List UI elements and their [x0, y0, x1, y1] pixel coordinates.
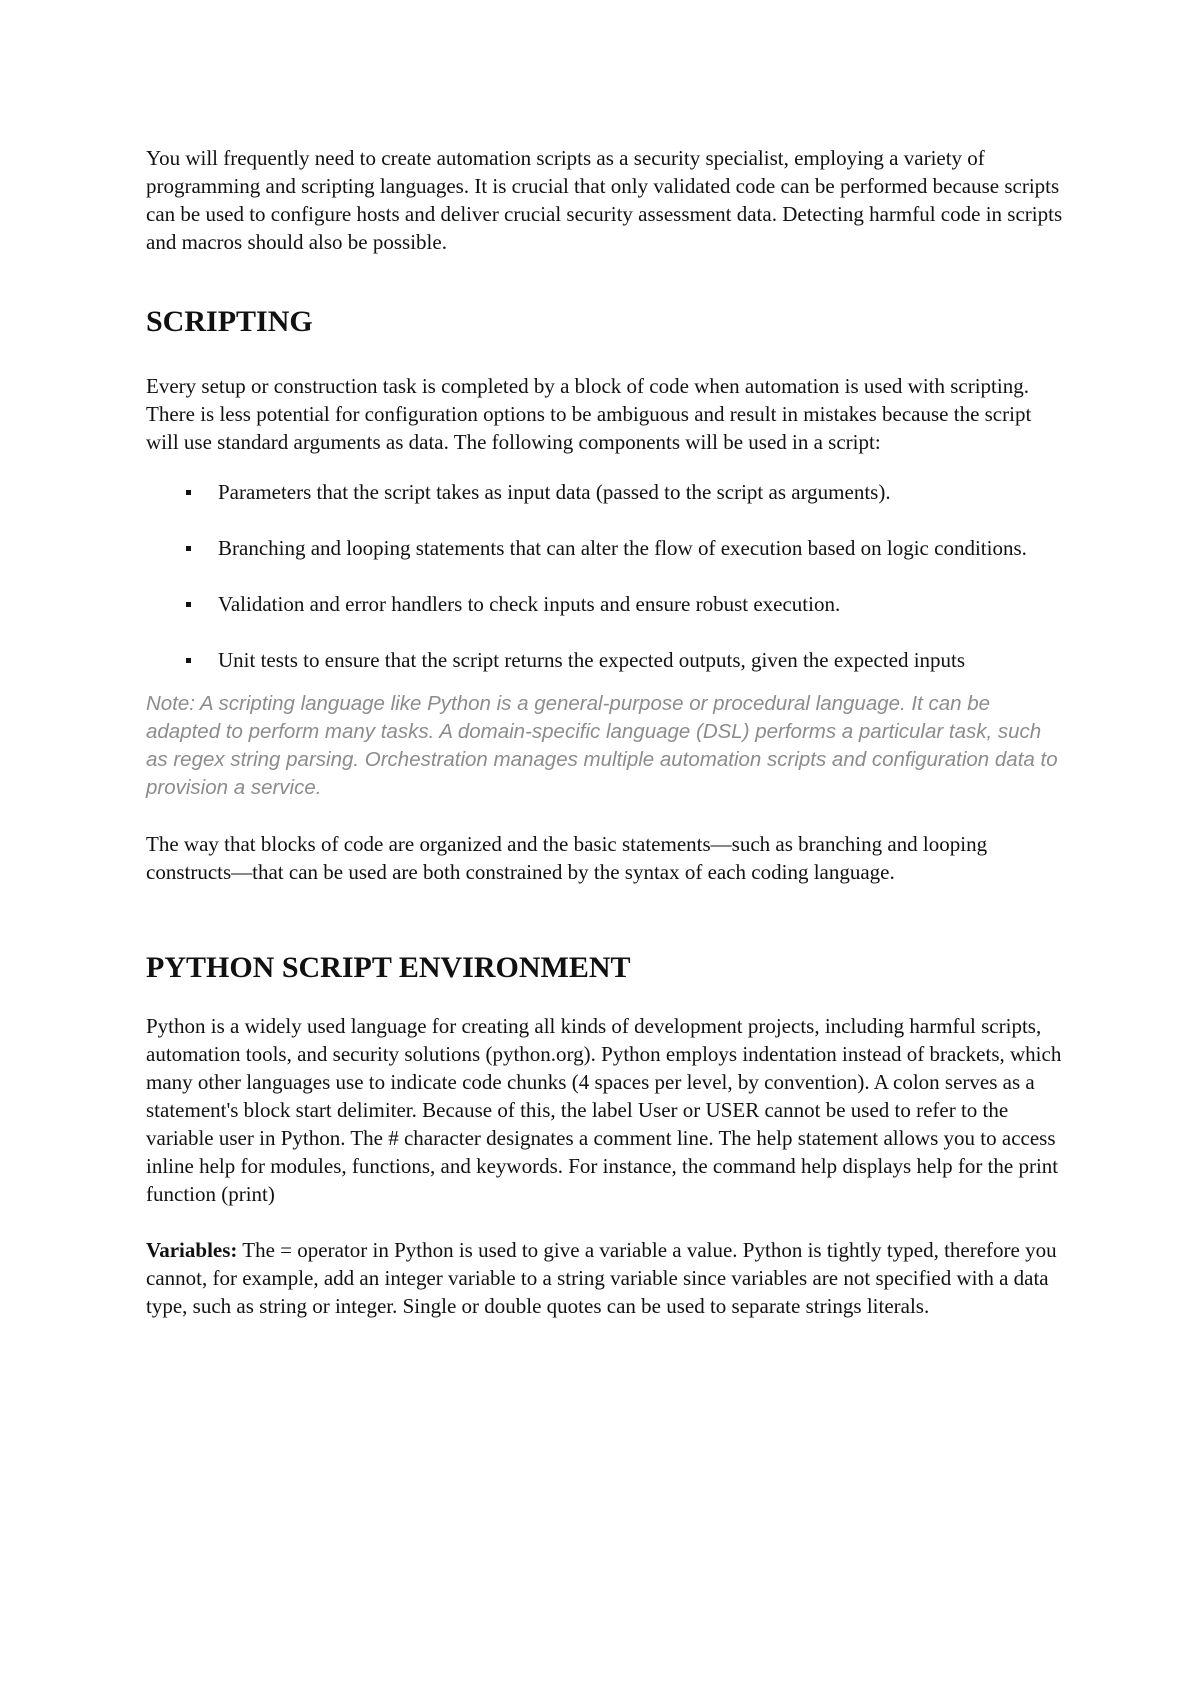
square-bullet-icon — [186, 546, 191, 551]
list-item — [146, 534, 1066, 562]
scripting-heading: SCRIPTING — [146, 305, 313, 338]
list-item-text: Unit tests to ensure that the script returns the expected outputs, given the expected inputs — [218, 648, 966, 672]
scripting-paragraph: Every setup or construction task is completed by a block of code when automation is used with scripting. There is less potential for configuration options to be ambiguous and result in mistakes because the script will use standard arguments as data. The following components will be used in a script: — [146, 374, 1032, 454]
list-item-text: Validation and error handlers to check inputs and ensure robust execution. — [218, 592, 841, 616]
intro-paragraph: You will frequently need to create automation scripts as a security specialist, employing a variety of programming and scripting languages. It is crucial that only validated code can be performed because scripts can be used to configure hosts and deliver crucial security assessment data. Detecting harmful code in scripts and macros should also be possible. — [146, 146, 1063, 254]
list-item — [146, 646, 1066, 674]
list-item-text: Branching and looping statements that can alter the flow of execution based on logic conditions. — [218, 536, 1027, 560]
python-heading: PYTHON SCRIPT ENVIRONMENT — [146, 951, 631, 984]
variables-paragraph — [146, 1236, 1066, 1320]
python-paragraph: Python is a widely used language for creating all kinds of development projects, including harmful scripts, automation tools, and security solutions (python.org). Python employs indentation instead of brackets, which many other languages use to indicate code chunks (4 spaces per level, by convention). A colon serves as a statement's block start delimiter. Because of this, the label User or USER cannot be used to refer to the variable user in Python. The # character designates a comment line. The help statement allows you to access inline help for modules, functions, and keywords. For instance, the command help displays help for the print function (print) — [146, 1014, 1062, 1206]
list-item-text: Parameters that the script takes as input data (passed to the script as arguments). — [218, 480, 891, 504]
syntax-paragraph: The way that blocks of code are organized and the basic statements—such as branching and looping constructs—that can be used are both constrained by the syntax of each coding language. — [146, 832, 988, 884]
document-page — [146, 144, 1066, 1320]
list-item — [146, 478, 1066, 506]
script-components-list — [146, 478, 1066, 674]
square-bullet-icon — [186, 658, 191, 663]
list-item — [146, 590, 1066, 618]
variables-term: Variables: — [146, 1238, 238, 1262]
note-paragraph: Note: A scripting language like Python is a general-purpose or procedural language. It can be adapted to perform many tasks. A domain-specific language (DSL) performs a particular task, such as regex string parsing. Orchestration manages multiple automation scripts and configuration data to provision a service. — [146, 692, 1058, 799]
square-bullet-icon — [186, 602, 191, 607]
variables-text: The = operator in Python is used to give a variable a value. Python is tightly typed, therefore you cannot, for example, add an integer variable to a string variable since variables are not specified with a data type, such as string or integer. Single or double quotes can be used to separate strings literals. — [146, 1238, 1057, 1318]
square-bullet-icon — [186, 490, 191, 495]
